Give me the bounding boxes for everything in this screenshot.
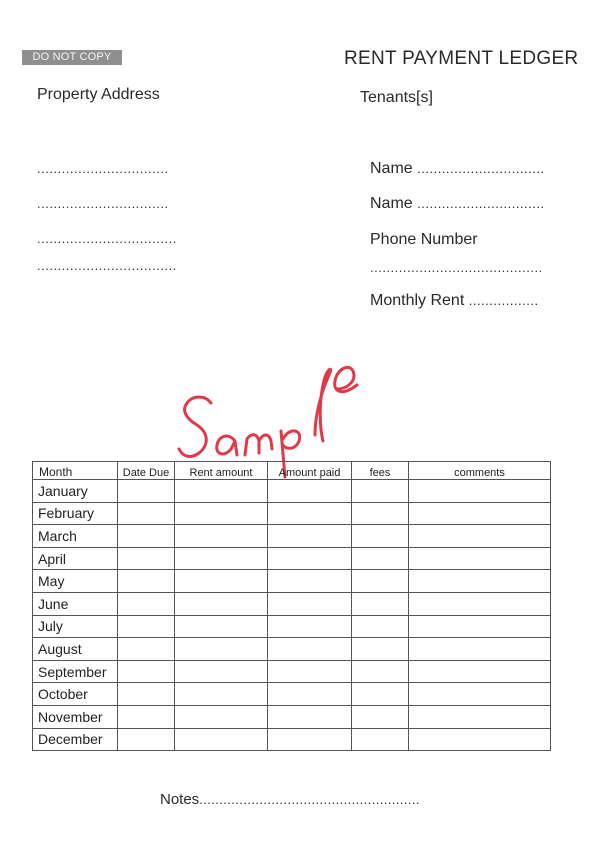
rent-amount-cell[interactable]: [175, 638, 268, 661]
fees-cell[interactable]: [352, 525, 409, 548]
comments-cell[interactable]: [409, 660, 551, 683]
amount-paid-cell[interactable]: [268, 615, 352, 638]
table-row: [33, 570, 551, 593]
comments-cell[interactable]: [409, 480, 551, 503]
rent-amount-cell[interactable]: [175, 592, 268, 615]
comments-cell[interactable]: [409, 570, 551, 593]
comments-cell[interactable]: [409, 705, 551, 728]
notes-label: Notes: [160, 791, 200, 808]
month-cell: February: [33, 502, 118, 525]
comments-cell[interactable]: [409, 615, 551, 638]
rent-amount-cell[interactable]: [175, 547, 268, 570]
address-line-2[interactable]: ................................: [37, 196, 169, 211]
table-row: [33, 683, 551, 706]
amount-paid-cell[interactable]: [268, 638, 352, 661]
fees-cell[interactable]: [352, 615, 409, 638]
notes-field[interactable]: [160, 791, 420, 808]
amount-paid-cell[interactable]: [268, 547, 352, 570]
rent-amount-cell[interactable]: [175, 525, 268, 548]
tenant-name-2-field[interactable]: [370, 195, 545, 213]
fees-cell[interactable]: [352, 502, 409, 525]
address-line-4[interactable]: ..................................: [37, 258, 177, 273]
comments-cell[interactable]: [409, 525, 551, 548]
ledger-header-row: [33, 462, 551, 480]
month-cell: September: [33, 660, 118, 683]
comments-cell[interactable]: [409, 728, 551, 751]
rent-amount-cell[interactable]: [175, 683, 268, 706]
date-due-cell[interactable]: [118, 660, 175, 683]
month-cell: November: [33, 705, 118, 728]
header-rent-amount: Rent amount: [175, 462, 268, 480]
rent-amount-cell[interactable]: [175, 502, 268, 525]
sample-watermark-text: Sample: [165, 345, 169, 346]
monthly-rent-label: Monthly Rent: [370, 292, 465, 309]
tenant-name-2-dots: ...............................: [417, 196, 545, 211]
amount-paid-cell[interactable]: [268, 570, 352, 593]
tenant-name-1-dots: ...............................: [417, 161, 545, 176]
comments-cell[interactable]: [409, 502, 551, 525]
rent-amount-cell[interactable]: [175, 728, 268, 751]
monthly-rent-field[interactable]: [370, 292, 539, 310]
fees-cell[interactable]: [352, 547, 409, 570]
table-row: [33, 660, 551, 683]
amount-paid-cell[interactable]: [268, 502, 352, 525]
notes-dots: .......................................................: [199, 792, 420, 807]
date-due-cell[interactable]: [118, 480, 175, 503]
header-amount-paid: Amount paid: [268, 462, 352, 480]
fees-cell[interactable]: [352, 728, 409, 751]
amount-paid-cell[interactable]: [268, 592, 352, 615]
rent-amount-cell[interactable]: [175, 480, 268, 503]
amount-paid-cell[interactable]: [268, 683, 352, 706]
tenant-name-2-label: Name: [370, 195, 413, 212]
amount-paid-cell[interactable]: [268, 660, 352, 683]
table-row: [33, 525, 551, 548]
month-cell: March: [33, 525, 118, 548]
date-due-cell[interactable]: [118, 547, 175, 570]
month-cell: December: [33, 728, 118, 751]
address-line-3[interactable]: ..................................: [37, 231, 177, 246]
fees-cell[interactable]: [352, 660, 409, 683]
fees-cell[interactable]: [352, 638, 409, 661]
fees-cell[interactable]: [352, 570, 409, 593]
date-due-cell[interactable]: [118, 705, 175, 728]
date-due-cell[interactable]: [118, 615, 175, 638]
date-due-cell[interactable]: [118, 683, 175, 706]
table-row: [33, 592, 551, 615]
header-comments: comments: [409, 462, 551, 480]
rent-amount-cell[interactable]: [175, 705, 268, 728]
fees-cell[interactable]: [352, 683, 409, 706]
date-due-cell[interactable]: [118, 525, 175, 548]
table-row: [33, 638, 551, 661]
amount-paid-cell[interactable]: [268, 525, 352, 548]
rent-amount-cell[interactable]: [175, 660, 268, 683]
month-cell: April: [33, 547, 118, 570]
comments-cell[interactable]: [409, 638, 551, 661]
table-row: [33, 728, 551, 751]
address-line-1[interactable]: ................................: [37, 161, 169, 176]
date-due-cell[interactable]: [118, 728, 175, 751]
tenants-heading: Tenants[s]: [360, 89, 433, 106]
month-cell: October: [33, 683, 118, 706]
month-cell: June: [33, 592, 118, 615]
table-row: [33, 547, 551, 570]
date-due-cell[interactable]: [118, 592, 175, 615]
fees-cell[interactable]: [352, 480, 409, 503]
header-month: Month: [33, 462, 118, 480]
rent-amount-cell[interactable]: [175, 570, 268, 593]
page-title: RENT PAYMENT LEDGER: [344, 48, 579, 69]
comments-cell[interactable]: [409, 592, 551, 615]
do-not-copy-stamp: DO NOT COPY: [22, 50, 122, 65]
table-row: [33, 480, 551, 503]
phone-number-label: Phone Number: [370, 231, 478, 248]
monthly-rent-dots: .................: [468, 293, 539, 308]
table-row: [33, 615, 551, 638]
fees-cell[interactable]: [352, 705, 409, 728]
phone-number-dots[interactable]: ..........................................: [370, 260, 543, 275]
comments-cell[interactable]: [409, 547, 551, 570]
fees-cell[interactable]: [352, 592, 409, 615]
property-address-heading: Property Address: [37, 86, 160, 103]
month-cell: August: [33, 638, 118, 661]
header-fees: fees: [352, 462, 409, 480]
month-cell: January: [33, 480, 118, 503]
rent-amount-cell[interactable]: [175, 615, 268, 638]
amount-paid-cell[interactable]: [268, 728, 352, 751]
header-date-due: Date Due: [118, 462, 175, 480]
table-row: [33, 502, 551, 525]
month-cell: May: [33, 570, 118, 593]
date-due-cell[interactable]: [118, 502, 175, 525]
tenant-name-1-label: Name: [370, 160, 413, 177]
ledger-table: [32, 461, 551, 751]
comments-cell[interactable]: [409, 683, 551, 706]
date-due-cell[interactable]: [118, 638, 175, 661]
amount-paid-cell[interactable]: [268, 480, 352, 503]
date-due-cell[interactable]: [118, 570, 175, 593]
month-cell: July: [33, 615, 118, 638]
table-row: [33, 705, 551, 728]
amount-paid-cell[interactable]: [268, 705, 352, 728]
tenant-name-1-field[interactable]: [370, 160, 545, 178]
